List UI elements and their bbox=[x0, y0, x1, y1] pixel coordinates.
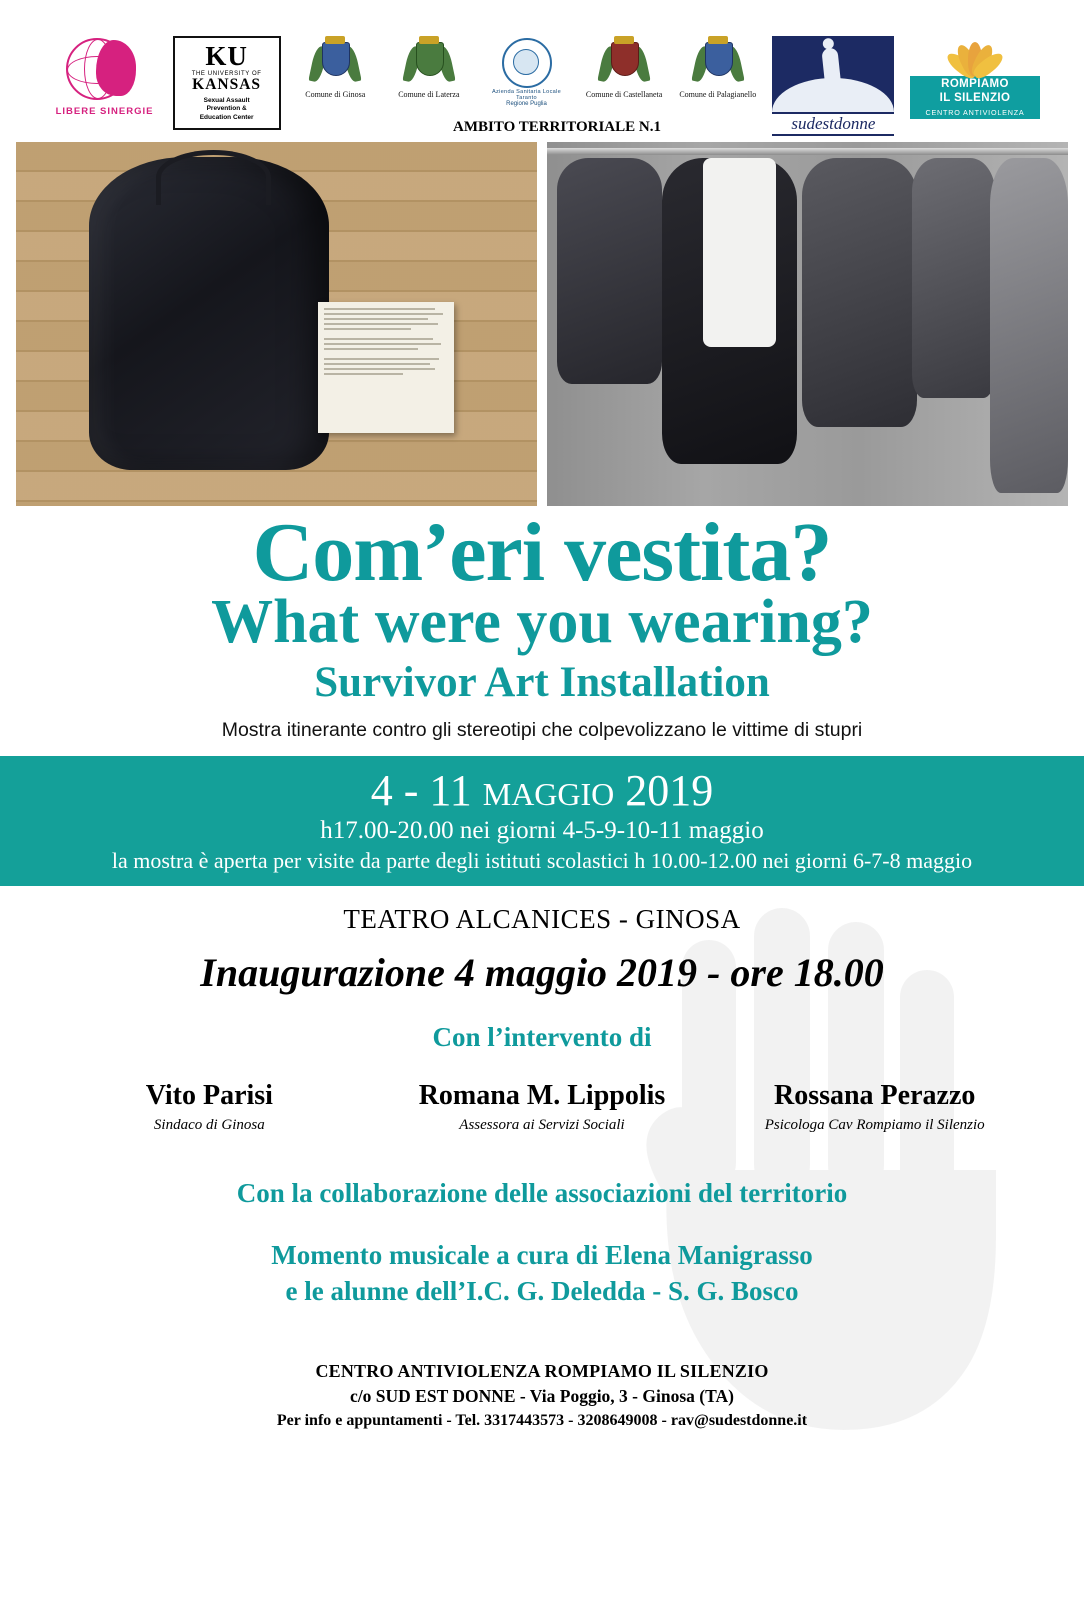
opening-event: Inaugurazione 4 maggio 2019 - ore 18.00 bbox=[200, 950, 884, 996]
speakers-heading: Con l’intervento di bbox=[432, 1022, 652, 1053]
crest-icon bbox=[313, 36, 357, 88]
ambito-territoriale: AMBITO TERRITORIALE N.1 bbox=[453, 119, 661, 135]
dress-image bbox=[89, 157, 329, 470]
asl-line1: Azienda Sanitaria Locale Taranto bbox=[491, 89, 562, 101]
list-item bbox=[725, 1081, 1024, 1134]
crest-caption: Comune di Ginosa bbox=[305, 90, 366, 99]
rompiamo-line3: CENTRO ANTIVIOLENZA bbox=[910, 107, 1040, 119]
garment bbox=[802, 158, 917, 427]
sun-icon bbox=[938, 36, 1012, 76]
asl-ring-icon bbox=[502, 38, 552, 88]
footer-address: c/o SUD EST DONNE - Via Poggio, 3 - Ginosa (TA) bbox=[350, 1385, 734, 1406]
crest-caption: Comune di Palagianello bbox=[679, 90, 757, 99]
logo-strip bbox=[0, 0, 1084, 135]
logo-rompiamo-il-silenzio bbox=[910, 36, 1040, 119]
sudestdonne-label: sudestdonne bbox=[772, 114, 894, 134]
face-icon bbox=[96, 40, 136, 96]
logo-libere-sinergie bbox=[52, 36, 157, 128]
photo-black-dress bbox=[16, 142, 537, 506]
page-title-third: Survivor Art Installation bbox=[314, 659, 770, 707]
logo-sudestdonne bbox=[772, 36, 894, 136]
title-block bbox=[0, 506, 1084, 742]
logo-libere-label: LIBERE SINERGIE bbox=[55, 106, 154, 117]
ku-center: Sexual Assault Prevention & Education Center bbox=[199, 97, 254, 121]
date-range-month: MAGGIO bbox=[482, 776, 615, 812]
logo-comune-castellaneta bbox=[585, 36, 663, 99]
crest-icon bbox=[407, 36, 451, 88]
date-range-days: 4 - 11 bbox=[370, 766, 483, 815]
crest-caption: Comune di Laterza bbox=[398, 90, 460, 99]
school-hours: la mostra è aperta per visite da parte degli istituti scolastici h 10.00-12.00 nei giorni 6-7-8 maggio bbox=[111, 847, 973, 873]
tagline: Mostra itinerante contro gli stereotipi che colpevolizzano le vittime di stupri bbox=[221, 719, 863, 741]
logo-ku bbox=[173, 36, 281, 130]
music-line2: e le alunne dell’I.C. G. Deledda - S. G. Bosco bbox=[285, 1276, 799, 1307]
date-band bbox=[0, 756, 1084, 886]
rompiamo-title bbox=[910, 76, 1040, 107]
logo-comune-ginosa bbox=[296, 36, 374, 99]
collaboration-note: Con la collaborazione delle associazioni del territorio bbox=[236, 1177, 848, 1208]
ku-kansas: KANSAS bbox=[192, 76, 262, 93]
ku-university: THE UNIVERSITY OF bbox=[191, 71, 262, 77]
page-subtitle: What were you wearing? bbox=[211, 588, 873, 657]
list-item bbox=[393, 1081, 692, 1134]
speaker-name: Rossana Perazzo bbox=[773, 1080, 976, 1112]
crest-icon bbox=[602, 36, 646, 88]
speakers-list bbox=[0, 1081, 1084, 1134]
asl-line2: Regione Puglia bbox=[506, 101, 547, 107]
logo-comune-palagianello bbox=[679, 36, 757, 99]
footer-org: CENTRO ANTIVIOLENZA ROMPIAMO IL SILENZIO bbox=[315, 1360, 769, 1381]
speaker-name: Romana M. Lippolis bbox=[418, 1080, 666, 1112]
garment bbox=[557, 158, 661, 384]
crest-caption: Comune di Castellaneta bbox=[585, 90, 663, 99]
speaker-role: Sindaco di Ginosa bbox=[153, 1116, 265, 1133]
photo-garment-rack bbox=[547, 142, 1068, 506]
music-line1: Momento musicale a cura di Elena Manigrasso bbox=[271, 1239, 813, 1270]
list-item bbox=[60, 1081, 359, 1134]
date-range bbox=[0, 766, 1084, 815]
speaker-role: Psicologa Cav Rompiamo il Silenzio bbox=[764, 1116, 985, 1133]
date-range-year: 2019 bbox=[614, 766, 714, 815]
crest-icon bbox=[696, 36, 740, 88]
page-title: Com’eri vestita? bbox=[252, 506, 832, 599]
photo-band bbox=[0, 136, 1084, 506]
speaker-role: Assessora ai Servizi Sociali bbox=[459, 1116, 625, 1133]
music-note bbox=[0, 1237, 1084, 1310]
ku-initials: KU bbox=[205, 41, 248, 71]
testimony-note bbox=[318, 302, 453, 433]
logo-comune-laterza bbox=[390, 36, 468, 99]
logo-asl-puglia bbox=[484, 36, 570, 107]
speaker-name: Vito Parisi bbox=[145, 1080, 273, 1112]
rompiamo-line2: IL SILENZIO bbox=[939, 91, 1011, 104]
garment bbox=[912, 158, 995, 398]
garment bbox=[990, 158, 1068, 493]
footer-contacts: Per info e appuntamenti - Tel. 3317443573 - 3208649008 - rav@sudestdonne.it bbox=[276, 1412, 808, 1430]
footer bbox=[0, 1358, 1084, 1433]
opening-hours: h17.00-20.00 nei giorni 4-5-9-10-11 maggio bbox=[320, 817, 764, 845]
venue: TEATRO ALCANICES - GINOSA bbox=[343, 904, 741, 935]
rompiamo-line1: ROMPIAMO bbox=[941, 78, 1009, 90]
garment bbox=[703, 158, 776, 347]
rail bbox=[547, 148, 1068, 155]
